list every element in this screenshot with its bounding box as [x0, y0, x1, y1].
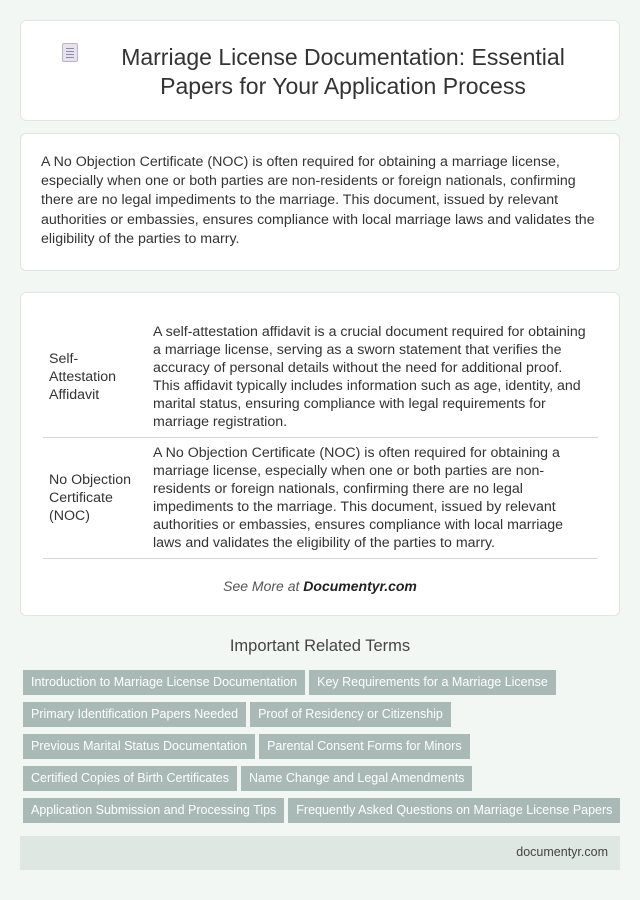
- table-row: [43, 438, 598, 559]
- related-term-tag[interactable]: Application Submission and Processing Tips: [23, 798, 284, 823]
- tag-row: [23, 734, 623, 766]
- page-title: Marriage License Documentation: Essential Papers for Your Application Process: [121, 44, 565, 99]
- related-term-tag[interactable]: Key Requirements for a Marriage License: [309, 670, 556, 695]
- related-term-tag[interactable]: Name Change and Legal Amendments: [241, 766, 472, 791]
- see-more-link[interactable]: Documentyr.com: [303, 578, 417, 594]
- related-term-tag[interactable]: Introduction to Marriage License Documentation: [23, 670, 305, 695]
- related-terms-list: [23, 670, 623, 830]
- footer: [20, 836, 620, 870]
- description-cell: A self-attestation affidavit is a crucial document required for obtaining a marriage license, serving as a sworn statement that verifies the accuracy of personal details without the need for additional proof. This affidavit typically includes information such as age, identity, and marital status, ensuring compliance with legal requirements for marriage registration.: [147, 317, 598, 438]
- footer-site[interactable]: documentyr.com: [516, 845, 608, 859]
- term-cell: No Objection Certificate (NOC): [43, 438, 147, 559]
- tag-row: [23, 670, 623, 702]
- tag-row: [23, 702, 623, 734]
- see-more: [21, 578, 619, 594]
- related-term-tag[interactable]: Proof of Residency or Citizenship: [250, 702, 451, 727]
- term-cell: Self-Attestation Affidavit: [43, 317, 147, 438]
- terms-table: [43, 317, 598, 559]
- related-term-tag[interactable]: Primary Identification Papers Needed: [23, 702, 246, 727]
- table-row: [43, 317, 598, 438]
- intro-card: [20, 133, 620, 271]
- related-term-tag[interactable]: Certified Copies of Birth Certificates: [23, 766, 237, 791]
- related-term-tag[interactable]: Frequently Asked Questions on Marriage License Papers: [288, 798, 620, 823]
- related-term-tag[interactable]: Previous Marital Status Documentation: [23, 734, 255, 759]
- see-more-prefix: See More at: [223, 578, 304, 594]
- terms-table-card: [20, 292, 620, 616]
- related-term-tag[interactable]: Parental Consent Forms for Minors: [259, 734, 470, 759]
- related-terms-title: Important Related Terms: [229, 637, 411, 655]
- tag-row: [23, 766, 623, 798]
- document-icon: [62, 43, 78, 62]
- header: [21, 43, 619, 101]
- intro-text: A No Objection Certificate (NOC) is often required for obtaining a marriage license, especially when one or both parties are non-residents or foreign nationals, confirming there are no legal impediments to the marriage. This document, issued by relevant authorities or embassies, ensures compliance with local marriage laws and validates the eligibility of the parties to marry.: [41, 154, 595, 247]
- tag-row: [23, 798, 623, 830]
- header-card: [20, 20, 620, 121]
- description-cell: A No Objection Certificate (NOC) is often required for obtaining a marriage license, especially when one or both parties are non-residents or foreign nationals, confirming there are no legal impediments to the marriage. This document, issued by relevant authorities or embassies, ensures compliance with local marriage laws and validates the eligibility of the parties to marry.: [147, 438, 598, 559]
